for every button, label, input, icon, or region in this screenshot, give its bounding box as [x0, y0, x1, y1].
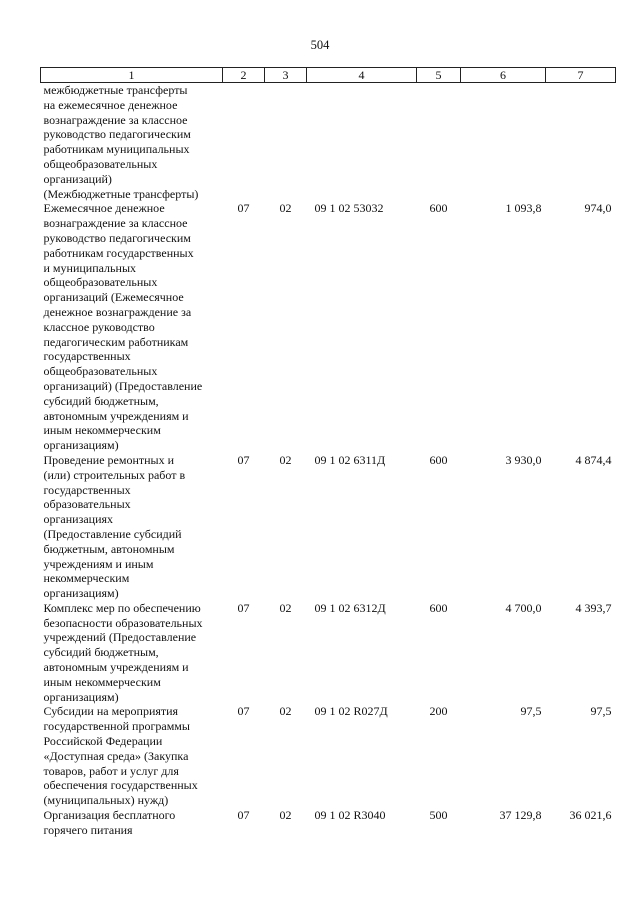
row-description	[41, 808, 223, 838]
description-line: бюджетным, автономным	[43, 541, 175, 556]
description-line: руководство педагогическим	[43, 230, 191, 245]
description-line: вознаграждение за классное	[43, 112, 188, 127]
description-line: работникам государственных	[43, 245, 194, 260]
row-description	[41, 201, 223, 453]
description-line: (муниципальных) нужд)	[43, 793, 169, 808]
amount-col-7: 97,5	[590, 704, 612, 719]
expense-type-code: 600	[429, 201, 448, 216]
budget-table	[40, 67, 616, 838]
description-line: (или) строительных работ в	[43, 467, 186, 482]
description-line: организациях	[43, 512, 114, 527]
description-line: на ежемесячное денежное	[43, 97, 178, 112]
subsection-code: 02	[279, 704, 292, 719]
description-line: обеспечения государственных	[43, 778, 198, 793]
description-line: Комплекс мер по обеспечению	[43, 600, 201, 615]
amount-col-6: 97,5	[520, 704, 542, 719]
target-article-code	[307, 83, 417, 202]
description-line: государственной программы	[43, 719, 190, 734]
amount-col-6: 1 093,8	[505, 201, 542, 216]
table-row	[41, 704, 616, 808]
description-line: иным некоммерческим	[43, 423, 161, 438]
description-line: общеобразовательных	[43, 275, 158, 290]
description-line: Организация бесплатного	[43, 808, 176, 823]
description-line: педагогическим работникам	[43, 334, 189, 349]
section-code: 07	[237, 808, 250, 823]
row-description	[41, 83, 223, 202]
table-header-row	[41, 68, 616, 83]
description-line: товаров, работ и услуг для	[43, 763, 179, 778]
subsection-code	[265, 83, 307, 202]
description-line: горячего питания	[43, 822, 133, 837]
amount-col-7: 4 393,7	[575, 600, 612, 615]
target-article-code: 09 1 02 R027Д	[314, 704, 388, 719]
description-line: (Межбюджетные трансферты)	[43, 186, 199, 201]
description-line: иным некоммерческим	[43, 674, 161, 689]
amount-col-7	[546, 83, 616, 202]
column-header: 6	[461, 68, 546, 83]
description-line: организациям)	[43, 689, 119, 704]
description-line: вознаграждение за классное	[43, 216, 188, 231]
column-header: 7	[546, 68, 616, 83]
expense-type-code: 200	[429, 704, 448, 719]
description-line: безопасности образовательных	[43, 615, 203, 630]
target-article-code: 09 1 02 R3040	[314, 808, 386, 823]
amount-col-6: 4 700,0	[505, 600, 542, 615]
section-code: 07	[237, 704, 250, 719]
description-line: организациям)	[43, 586, 119, 601]
description-line: Российской Федерации	[43, 734, 163, 749]
column-header: 2	[223, 68, 265, 83]
section-code	[223, 83, 265, 202]
description-line: организаций) (Предоставление	[43, 378, 203, 393]
description-line: работникам муниципальных	[43, 142, 190, 157]
row-description	[41, 453, 223, 601]
expense-type-code	[417, 83, 461, 202]
description-line: общеобразовательных	[43, 364, 158, 379]
subsection-code: 02	[279, 452, 292, 467]
description-line: организаций (Ежемесячное	[43, 290, 184, 305]
description-line: некоммерческим	[43, 571, 130, 586]
target-article-code: 09 1 02 6312Д	[314, 600, 386, 615]
description-line: Ежемесячное денежное	[43, 201, 165, 216]
column-header: 4	[307, 68, 417, 83]
description-line: государственных	[43, 482, 131, 497]
expense-type-code: 500	[429, 808, 448, 823]
table-row	[41, 601, 616, 705]
description-line: организациям)	[43, 438, 119, 453]
description-line: автономным учреждениям и	[43, 408, 189, 423]
table-row	[41, 808, 616, 838]
description-line: (Предоставление субсидий	[43, 526, 182, 541]
section-code: 07	[237, 201, 250, 216]
description-line: учреждениям и иным	[43, 556, 154, 571]
subsection-code: 02	[279, 201, 292, 216]
table-row	[41, 201, 616, 453]
section-code: 07	[237, 452, 250, 467]
expense-type-code: 600	[429, 600, 448, 615]
page-number: 504	[310, 38, 330, 52]
amount-col-7: 4 874,4	[575, 452, 612, 467]
amount-col-6	[461, 83, 546, 202]
description-line: общеобразовательных	[43, 156, 158, 171]
description-line: «Доступная среда» (Закупка	[43, 748, 189, 763]
amount-col-6: 37 129,8	[499, 808, 542, 823]
subsection-code: 02	[279, 600, 292, 615]
description-line: Субсидии на мероприятия	[43, 704, 179, 719]
table-row	[41, 83, 616, 202]
amount-col-7: 36 021,6	[569, 808, 612, 823]
description-line: учреждений (Предоставление	[43, 630, 197, 645]
description-line: классное руководство	[43, 319, 155, 334]
column-header: 1	[41, 68, 223, 83]
description-line: автономным учреждениям и	[43, 660, 189, 675]
description-line: руководство педагогическим	[43, 127, 191, 142]
description-line: образовательных	[43, 497, 131, 512]
description-line: Проведение ремонтных и	[43, 452, 175, 467]
column-header: 5	[417, 68, 461, 83]
expense-type-code: 600	[429, 452, 448, 467]
row-description	[41, 704, 223, 808]
description-line: государственных	[43, 349, 131, 364]
description-line: и муниципальных	[43, 260, 137, 275]
description-line: межбюджетные трансферты	[43, 83, 188, 97]
row-description	[41, 601, 223, 705]
target-article-code: 09 1 02 53032	[314, 201, 384, 216]
section-code: 07	[237, 600, 250, 615]
subsection-code: 02	[279, 808, 292, 823]
amount-col-7: 974,0	[584, 201, 612, 216]
amount-col-6: 3 930,0	[505, 452, 542, 467]
description-line: денежное вознаграждение за	[43, 304, 192, 319]
table-row	[41, 453, 616, 601]
target-article-code: 09 1 02 6311Д	[314, 452, 386, 467]
column-header: 3	[265, 68, 307, 83]
description-line: субсидий бюджетным,	[43, 393, 159, 408]
description-line: субсидий бюджетным,	[43, 645, 159, 660]
description-line: организаций)	[43, 171, 112, 186]
